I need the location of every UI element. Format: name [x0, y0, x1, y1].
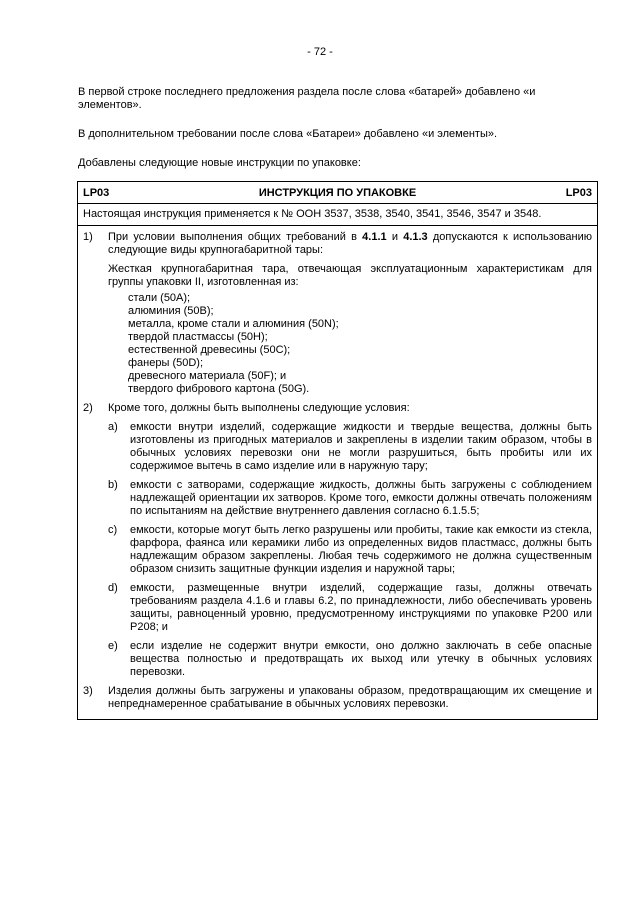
material-item: естественной древесины (50C); [128, 344, 291, 356]
item-text [108, 231, 592, 396]
instruction-item-2 [83, 402, 592, 679]
item-1-text-b: и [386, 231, 404, 243]
condition-e [108, 640, 592, 679]
material-item: фанеры (50D); [128, 357, 204, 369]
item-number: 1) [83, 231, 93, 243]
instruction-body [78, 226, 597, 719]
reference-4-1-1: 4.1.1 [362, 231, 387, 243]
paragraph-amendment-1: В первой строке последнего предложения раздела после слова «батарей» добавлено «и элементов». [78, 86, 536, 111]
condition-letter: b) [108, 479, 118, 491]
condition-c [108, 524, 592, 576]
condition-letter: a) [108, 421, 118, 433]
page-number: - 72 - [307, 46, 333, 58]
instruction-title: ИНСТРУКЦИЯ ПО УПАКОВКЕ [258, 186, 417, 199]
condition-d [108, 582, 592, 634]
packaging-description: Жесткая крупногабаритная тара, отвечающая эксплуатационным характеристикам для группы упаковки II, изготовленная из: [108, 263, 592, 288]
material-item: твердого фибрового картона (50G). [128, 383, 310, 395]
reference-4-1-3: 4.1.3 [403, 231, 428, 243]
material-item: твердой пластмассы (50H); [128, 331, 268, 343]
applicability-row: Настоящая инструкция применяется к № ООН 3537, 3538, 3540, 3541, 3546, 3547 и 3548. [78, 204, 597, 226]
instruction-code-right: LP03 [565, 186, 592, 199]
item-1-text-a: При условии выполнения общих требований в [108, 231, 363, 243]
instruction-item-1 [83, 231, 592, 396]
condition-letter: e) [108, 640, 118, 652]
condition-b [108, 479, 592, 518]
paragraph-intro: Добавлены следующие новые инструкции по упаковке: [78, 157, 361, 169]
instruction-item-3 [83, 685, 592, 711]
condition-text: емкости, которые могут быть легко разрушены или пробиты, такие как емкости из стекла, фарфора, фаянса или керамики либо из определенных видов пластмасс, должны быть надлежащим образом закреплены. Любая течь содержимого не должна существенным образом снизить защитные функции изделия и наружной тары; [130, 524, 592, 575]
item-text: Изделия должны быть загружены и упакованы образом, предотвращающим их смещение и непреднамеренное срабатывание в обычных условиях перевозки. [108, 685, 592, 710]
item-2-intro: Кроме того, должны быть выполнены следующие условия: [108, 402, 410, 414]
item-number: 2) [83, 402, 93, 414]
packing-instruction-box [77, 181, 598, 720]
condition-text: емкости с затворами, содержащие жидкость, должны быть загружены с соблюдением надлежащей ориентации их затворов. Кроме того, емкости должны отвечать положениям по испытаниям на действие внутреннего давления согласно 6.1.5.5; [130, 479, 592, 517]
material-item: стали (50A); [128, 292, 191, 304]
condition-text: емкости, размещенные внутри изделий, содержащие газы, должны отвечать требованиям раздела 4.1.6 и главы 6.2, по принадлежности, либо обеспечивать уровень защиты, равноценный уровню, предусмотренному инструкциями по упаковке P200 или P208; и [130, 582, 592, 633]
item-number: 3) [83, 685, 93, 697]
material-item: металла, кроме стали и алюминия (50N); [128, 318, 339, 330]
item-text [108, 402, 592, 679]
condition-letter: c) [108, 524, 118, 536]
material-item: алюминия (50B); [128, 305, 214, 317]
condition-text: если изделие не содержит внутри емкости, оно должно заключать в себе опасные вещества полностью и предотвращать их выход или утечку в обычных условиях перевозки. [130, 640, 592, 678]
material-item: древесного материала (50F); и [128, 370, 287, 382]
condition-text: емкости внутри изделий, содержащие жидкости и твердые вещества, должны быть изготовлены из пригодных материалов и закреплены в изделии таким образом, чтобы в обычных условиях перевозки они не могли разрушиться, быть пробиты или их содержимое вытечь в само изделие или в наружную тару; [130, 421, 592, 472]
instruction-code-left: LP03 [83, 186, 110, 199]
item-1-text-c: допускаются к использованию следующие виды крупногабаритной тары: [108, 231, 592, 256]
instruction-header [78, 182, 597, 204]
paragraph-amendment-2: В дополнительном требовании после слова «Батареи» добавлено «и элементы». [78, 128, 498, 140]
condition-a [108, 421, 592, 473]
materials-list [128, 292, 592, 396]
condition-letter: d) [108, 582, 118, 594]
